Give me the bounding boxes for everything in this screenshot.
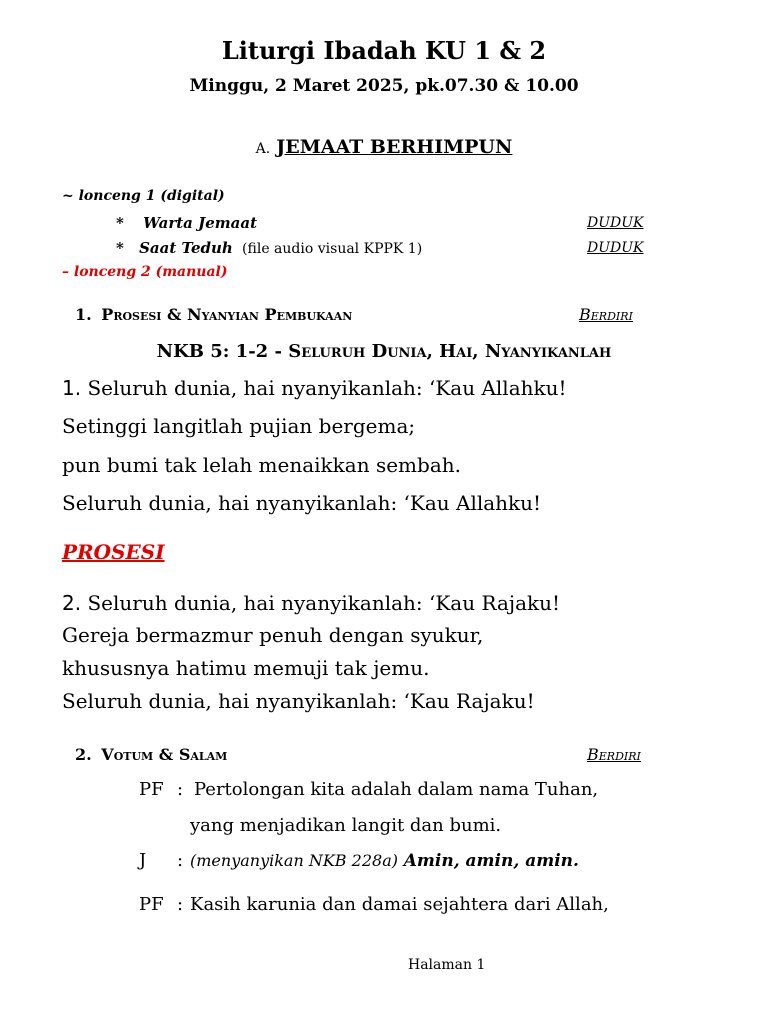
item-posture: DUDUK [587, 240, 644, 256]
section-1-heading [75, 305, 352, 324]
pf-line-1: Pertolongan kita adalah dalam nama Tuhan, [194, 779, 599, 800]
pf-line-3: Kasih karunia dan damai sejahtera dari Allah, [190, 894, 609, 915]
item-label: Saat Teduh [139, 239, 233, 257]
verse-2-line-4: Seluruh dunia, hai nyanyikanlah: ‘Kau Rajaku! [62, 689, 535, 713]
section-title: Prosesi & Nyanyian Pembukaan [101, 305, 353, 324]
section-posture: Berdiri [579, 305, 633, 324]
prosesi-label: PROSESI [62, 540, 165, 564]
j-colon: : [177, 850, 184, 871]
j-instruction: (menyanyikan NKB 228a) [190, 851, 398, 870]
bell-1-note: ~ lonceng 1 (digital) [62, 188, 225, 204]
item-note: (file audio visual KPPK 1) [242, 241, 423, 257]
item-bullet: * [116, 239, 124, 257]
section-posture: Berdiri [587, 745, 641, 764]
pf-speaker: PF [139, 779, 164, 800]
item-posture: DUDUK [587, 215, 644, 231]
verse-1-line-1 [62, 376, 567, 400]
j-line [190, 850, 579, 871]
section-number: 2. [75, 745, 92, 764]
item-bullet: * [116, 214, 124, 232]
pf-colon: : [177, 894, 184, 915]
song-name: Seluruh Dunia, Hai, Nyanyikanlah [288, 341, 612, 362]
pf-colon: : [177, 779, 184, 800]
verse-1-line-2: Setinggi langitlah pujian bergema; [62, 414, 416, 438]
item-label: Warta Jemaat [143, 214, 258, 232]
warta-jemaat-item [116, 214, 257, 232]
verse-number: 1. [62, 376, 82, 400]
pf-line-2: yang menjadikan langit dan bumi. [190, 815, 502, 836]
verse-2-line-3: khususnya hatimu memuji tak jemu. [62, 656, 430, 680]
section-a-heading [0, 136, 768, 158]
j-response: Amin, amin, amin. [403, 851, 579, 871]
document-subtitle: Minggu, 2 Maret 2025, pk.07.30 & 10.00 [189, 76, 579, 96]
page-number: Halaman 1 [408, 957, 486, 973]
verse-2-line-1 [62, 591, 560, 615]
verse-1-line-4: Seluruh dunia, hai nyanyikanlah: ‘Kau Allahku! [62, 491, 542, 515]
verse-2-line-2: Gereja bermazmur penuh dengan syukur, [62, 623, 484, 647]
lyric-text: Seluruh dunia, hai nyanyikanlah: ‘Kau Allahku! [87, 376, 567, 400]
verse-1-line-3: pun bumi tak lelah menaikkan sembah. [62, 453, 461, 477]
section-title: Votum & Salam [101, 745, 228, 764]
j-speaker: J [139, 850, 147, 871]
document-title: Liturgi Ibadah KU 1 & 2 [221, 36, 547, 65]
lyric-text: Seluruh dunia, hai nyanyikanlah: ‘Kau Rajaku! [87, 591, 561, 615]
bell-2-note: – lonceng 2 (manual) [62, 264, 228, 280]
pf-speaker: PF [139, 894, 164, 915]
section-number: 1. [75, 305, 92, 324]
section-2-heading [75, 745, 227, 764]
song-title [0, 341, 768, 362]
verse-number: 2. [62, 591, 82, 615]
section-a-letter: A. [255, 141, 271, 157]
saat-teduh-item [116, 239, 422, 257]
section-a-name: JEMAAT BERHIMPUN [276, 136, 513, 158]
song-ref: NKB 5: 1-2 - [156, 341, 289, 362]
